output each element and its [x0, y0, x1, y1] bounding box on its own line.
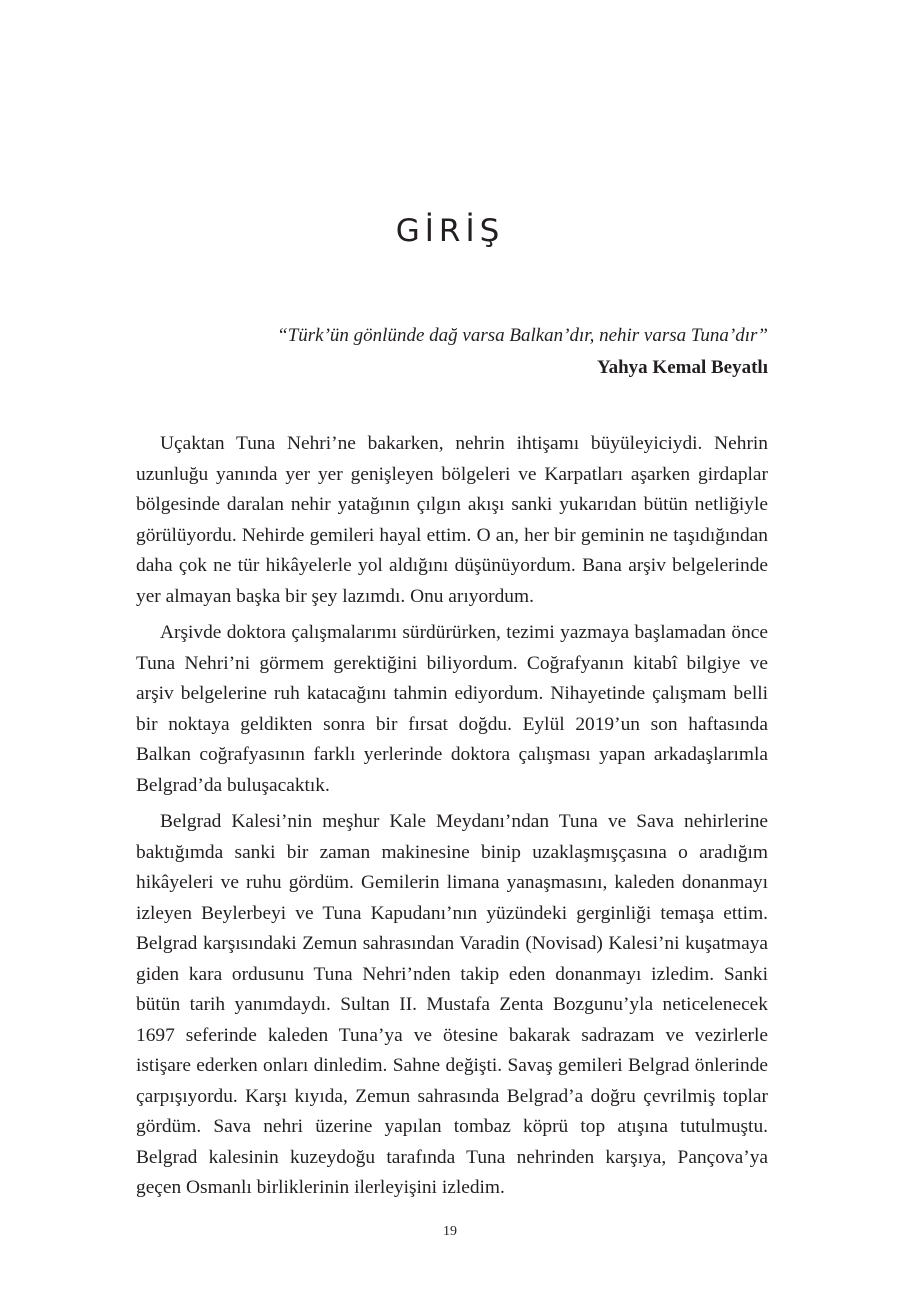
body-text [136, 429, 768, 1210]
page-number: 19 [443, 1224, 457, 1239]
paragraph: Arşivde doktora çalışmalarımı sürdürürken, tezimi yazmaya başlamadan önce Tuna Nehri’ni görmem gerektiğini biliyordum. Coğrafyanın kitabî bilgiye ve arşiv belgelerine ruh katacağını tahmin ediyordum. Nihayetinde çalışmam belli bir noktaya geldikten sonra bir fırsat doğdu. Eylül 2019’un son haftasında Balkan coğrafyasının farklı yerlerinde doktora çalışması yapan arkadaşlarımla Belgrad’da buluşacaktık. [136, 622, 768, 796]
paragraph: Belgrad Kalesi’nin meşhur Kale Meydanı’ndan Tuna ve Sava nehirlerine baktığımda sanki bir zaman makinesine binip uzaklaşmışçasına o aradığım hikâyeleri ve ruhu gördüm. Gemilerin limana yanaşmasını, kaleden donanmayı izleyen Beylerbeyi ve Tuna Kapudanı’nın yüzündeki gerginliği temaşa ettim. Belgrad karşısındaki Zemun sahrasından Varadin (Novisad) Kalesi’ni kuşatmaya giden kara ordusunu Tuna Nehri’nden takip eden donanmayı izledim. Sanki bütün tarih yanımdaydı. Sultan II. Mustafa Zenta Bozgunu’yla neticelenecek 1697 seferinde kaleden Tuna’ya ve ötesine bakarak sadrazam ve vezirlerle istişare ederken onları dinledim. Sahne değişti. Savaş gemileri Belgrad önlerinde çarpışıyordu. Karşı kıyıda, Zemun sahrasında Belgrad’a doğru çevrilmiş toplar gördüm. Sava nehri üzerine yapılan tombaz köprü top atışına tutulmuştu. Belgrad kalesinin kuzeydoğu tarafında Tuna nehrinden karşıya, Pançova’ya geçen Osmanlı birliklerinin ilerleyişini izledim. [136, 811, 768, 1198]
paragraph: Uçaktan Tuna Nehri’ne bakarken, nehrin ihtişamı büyüleyiciydi. Nehrin uzunluğu yanında yer yer genişleyen bölgeleri ve Karpatları aşarken girdaplar bölgesinde daralan nehir yatağının çılgın akışı sanki yukarıdan bütün netliğiyle görülüyordu. Nehirde gemileri hayal ettim. O an, her bir geminin ne taşıdığından daha çok ne tür hikâyelerle yol aldığını düşünüyordum. Bana arşiv belgelerinde yer almayan başka bir şey lazımdı. Onu arıyordum. [136, 433, 768, 607]
epigraph-author: Yahya Kemal Beyatlı [597, 357, 768, 378]
chapter-title: GİRİŞ [395, 213, 505, 249]
epigraph-quote: “Türk’ün gönlünde dağ varsa Balkan’dır, nehir varsa Tuna’dır” [277, 325, 768, 346]
epigraph [136, 320, 768, 384]
